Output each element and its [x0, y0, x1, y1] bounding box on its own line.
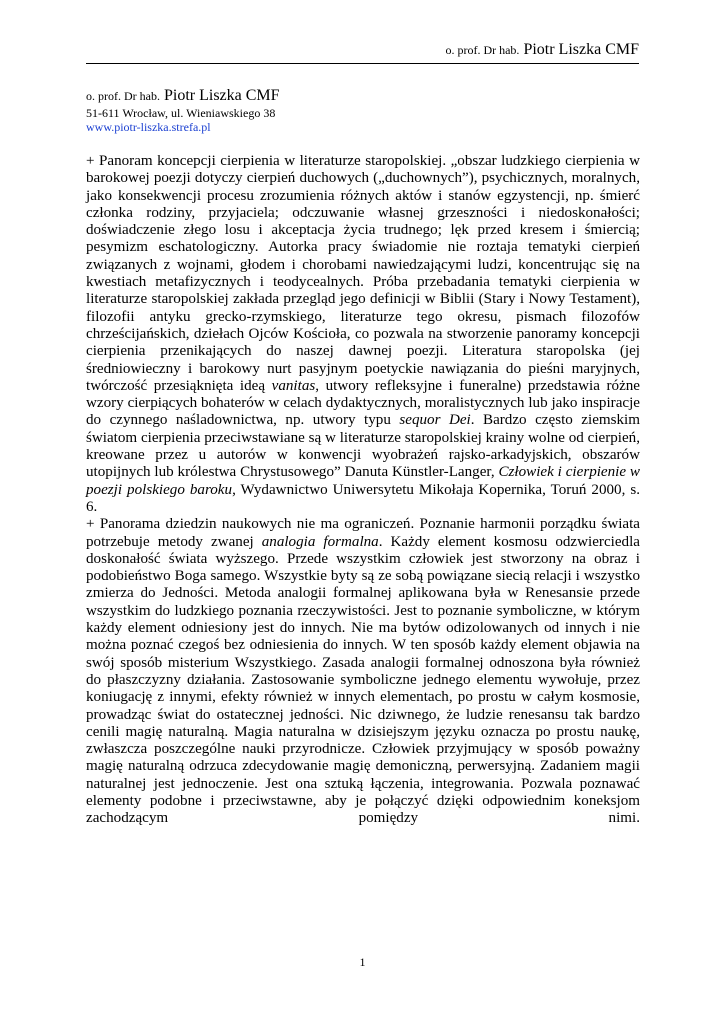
header-prefix: o. prof. Dr hab. — [445, 43, 520, 57]
paragraph-text: , Wydawnictwo Uniwersytetu Mikołaja Kopernika, Toruń 2000, s. 6. — [86, 481, 640, 515]
paragraph-text: + Panorama dziedzin naukowych nie ma ograniczeń. Poznanie harmonii porządku świata potrzebuje metody zwanej — [86, 516, 640, 550]
author-website-link[interactable]: www.piotr-liszka.strefa.pl — [86, 120, 211, 134]
book-title: Człowiek i cierpienie w poezji polskiego baroku — [86, 464, 640, 498]
header-author-name: Piotr Liszka CMF — [523, 41, 639, 58]
paragraph-suffering-panorama — [86, 153, 640, 516]
author-block — [86, 86, 280, 134]
italic-term: analogia formalna — [261, 533, 379, 550]
page-number: 1 — [359, 955, 366, 969]
author-address: 51-611 Wrocław, ul. Wieniawskiego 38 — [86, 106, 276, 120]
paragraph-text: , utwory refleksyjne i funeralne) przedstawia różne wzory cierpiących bohaterów w celach dydaktycznych, moralistycznych lub jako inspiracje do czynnego naśladownictwa, np. utwory typu — [86, 377, 641, 429]
author-line — [86, 86, 280, 106]
paragraph-formal-analogy — [86, 516, 640, 827]
author-prefix: o. prof. Dr hab. — [86, 89, 160, 103]
document-body — [86, 153, 640, 828]
author-name: Piotr Liszka CMF — [163, 87, 280, 104]
italic-term: sequor Dei — [399, 412, 471, 429]
paragraph-text: . Bardzo często ziemskim światom cierpienia przeciwstawiane są w literaturze staropolskiej krainy wolne od cierpień, kreowane przez u autorów w konwencji wyobrażeń rajsko-arkadyjskich, obszarów utopijnych lub królestwa Chrystusowego” Danuta Künstler-Langer, — [86, 412, 640, 481]
paragraph-text: . Każdy element kosmosu odzwierciedla doskonałość świata wyższego. Przede wszystkim człowiek jest stworzony na obraz i podobieństwo Boga samego. Wszystkie byty są ze sobą powiązane siecią relacji i wszystko zmierza do Jedności. Metoda analogii formalnej aplikowana była w Renesansie przede wszystkim do ludzkiego poznania rzeczywistości. Jest to poznanie symboliczne, w którym każdy element odniesiony jest do innych. Nie ma bytów odizolowanych od innych i nie można poznać czegoś bez odniesienia do innych. W ten sposób każdy element objawia na swój sposób misterium Wszystkiego. Zasada analogii formalnej odnoszona była również do płaszczyzny działania. Zastosowanie symboliczne jednego elementu wywołuje, przez koniugację z innymi, efekty również w innych elementach, po prostu w całym kosmosie, prowadząc świat do ostatecznej jedności. Nic dziwnego, że ludzie renesansu tak bardzo cenili magię naturalną. Magia naturalna w dzisiejszym języku oznacza po prostu naukę, zwłaszcza poszczególne nauki przyrodnicze. Człowiek przyjmujący w sposób poważny magię naturalną odrzuca zdecydowanie magię demoniczną, perwersyjną. Zadaniem magii naturalnej jest jednoczenie. Jest ona sztuką łączenia, integrowania. Pozwala poznawać elementy podobne i przeciwstawne, aby je połączyć dzięki odpowiednim koneksjom zachodzącym pomiędzy nimi. — [86, 533, 640, 827]
italic-term: vanitas — [271, 377, 316, 394]
running-header — [86, 40, 639, 64]
paragraph-text: + Panoram koncepcji cierpienia w literaturze staropolskiej. „obszar ludzkiego cierpienia w barokowej poezji dotyczy cierpień duchowych („duchownych”), psychicznych, moralnych, jako konsekwencji procesu zrozumienia różnych aktów i stanów egzystencji, np. śmierć członka rodziny, przyjaciela; odczuwanie własnej grzeszności i niedoskonałości; doświadczenie złego losu i akceptacja życia trudnego; lęk przed kresem i śmiercią; pesymizm eschatologiczny. Autorka pracy świadomie nie roztaja tematyki cierpień związanych z wojnami, głodem i chorobami nawiedzającymi ludzi, koncentrując się na kwestiach metafizycznych i teodycealnych. Próba przebadania tematyki cierpienia w literaturze staropolskiej zakłada przegląd jego definicji w Biblii (Stary i Nowy Testament), filozofii antyku grecko-rzymskiego, literaturze tego okresu, pismach filozofów chrześcijańskich, dziełach Ojców Kościoła, co pozwala na stworzenie panoramy koncepcji cierpienia przenikających do naszej dawnej poezji. Literatura staropolska (jej średniowieczny i barokowy nurt pasyjnym poetyckie nawiązania do pieśni maryjnych, twórczość przesiąknięta ideą — [86, 153, 640, 394]
